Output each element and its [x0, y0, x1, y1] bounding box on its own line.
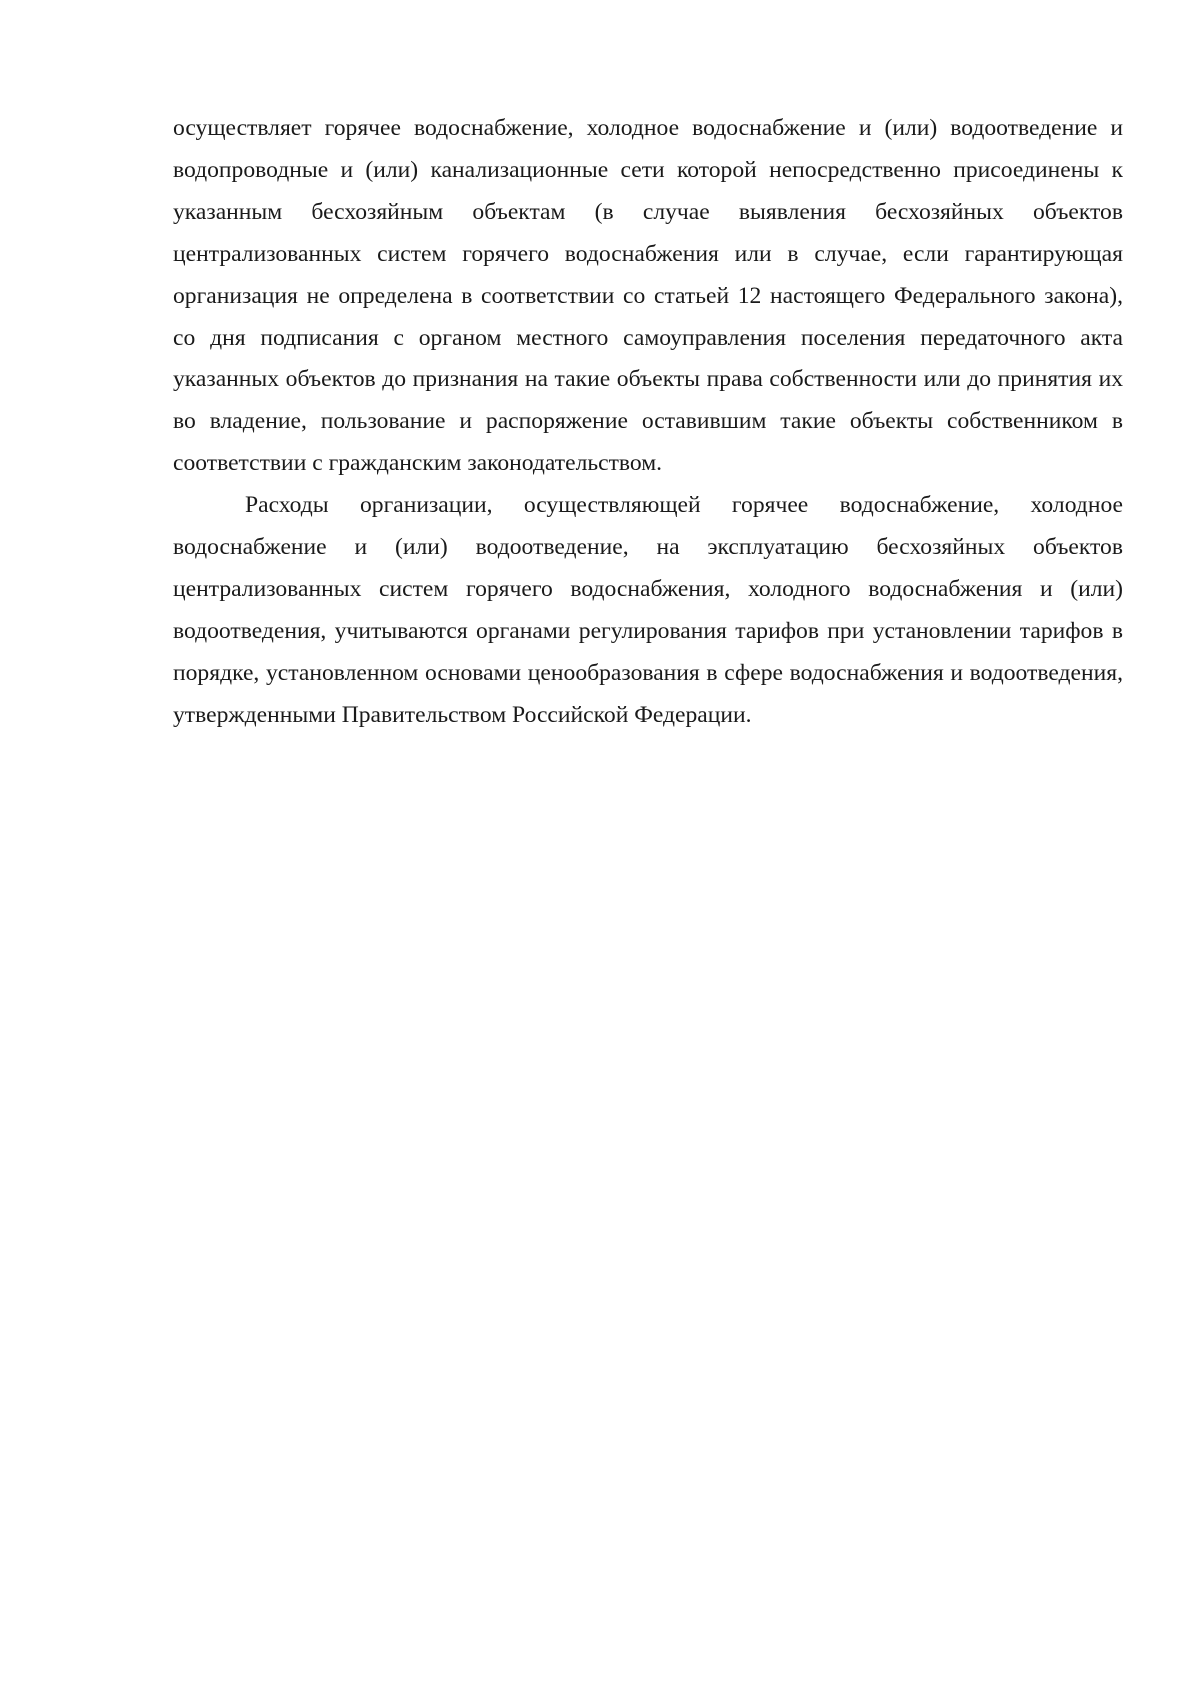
document-body	[173, 108, 1123, 737]
paragraph-expenses: Расходы организации, осуществляющей горячее водоснабжение, холодное водоснабжение и (или) водоотведение, на эксплуатацию бесхозяйных объектов централизованных систем горячего водоснабжения, холодного водоснабжения и (или) водоотведения, учитываются органами регулирования тарифов при установлении тарифов в порядке, установленном основами ценообразования в сфере водоснабжения и водоотведения, утвержденными Правительством Российской Федерации.	[173, 492, 1123, 728]
paragraph-continuation: осуществляет горячее водоснабжение, холодное водоснабжение и (или) водоотведение и водопроводные и (или) канализационные сети которой непосредственно присоединены к указанным бесхозяйным объектам (в случае выявления бесхозяйных объектов централизованных систем горячего водоснабжения или в случае, если гарантирующая организация не определена в соответствии со статьей 12 настоящего Федерального закона), со дня подписания с органом местного самоуправления поселения передаточного акта указанных объектов до признания на такие объекты права собственности или до принятия их во владение, пользование и распоряжение оставившим такие объекты собственником в соответствии с гражданским законодательством.	[173, 115, 1123, 477]
